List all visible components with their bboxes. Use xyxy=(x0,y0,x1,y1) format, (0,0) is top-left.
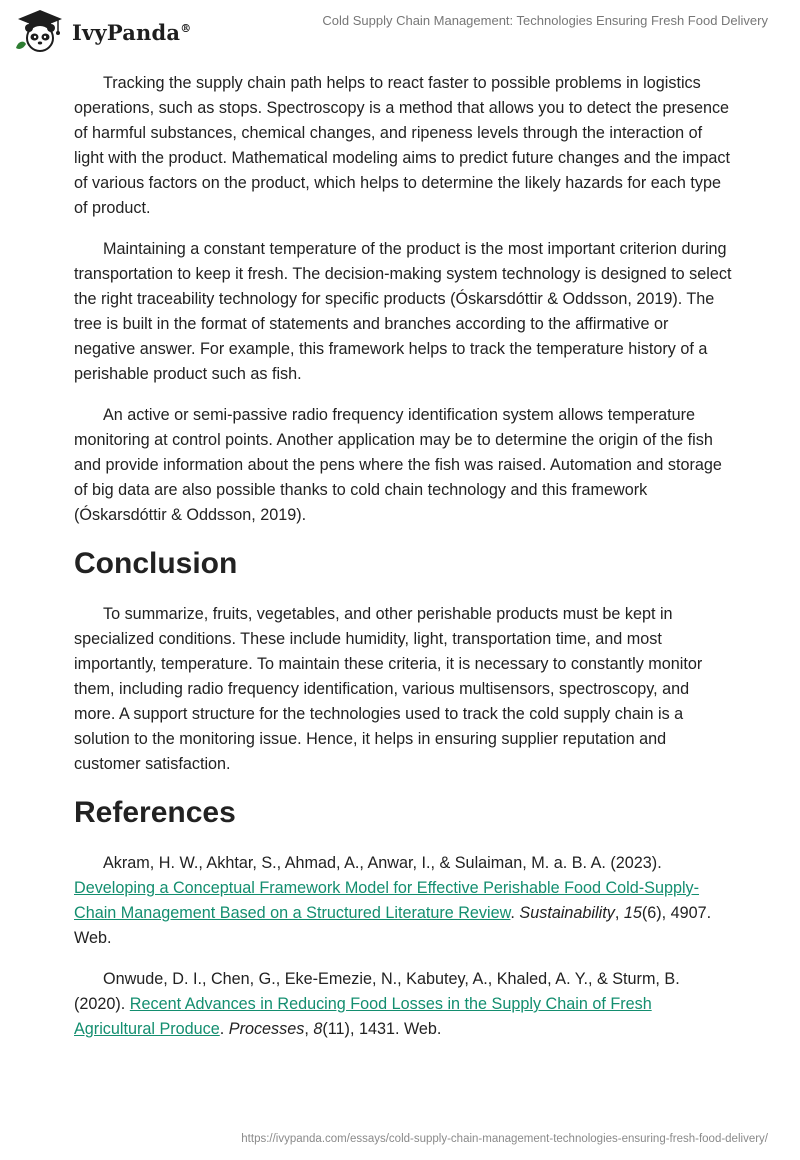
reference-separator: , xyxy=(304,1020,314,1038)
reference-details: (6), 4907. Web. xyxy=(74,904,712,947)
reference-entry xyxy=(74,851,734,951)
reference-volume: 15 xyxy=(623,904,642,922)
reference-journal: Processes xyxy=(228,1020,305,1038)
reference-separator: , xyxy=(614,904,624,922)
footer-url[interactable]: https://ivypanda.com/essays/cold-supply-chain-management-technologies-ensuring-fresh-food-delivery/ xyxy=(241,1133,768,1145)
reference-title-link[interactable]: Recent Advances in Reducing Food Losses in the Supply Chain of Fresh Agricultural Produce xyxy=(74,995,652,1038)
reference-separator: . xyxy=(510,904,520,922)
reference-authors: Akram, H. W., Akhtar, S., Ahmad, A., Anwar, I., & Sulaiman, M. a. B. A. (2023). xyxy=(103,854,662,872)
reference-title-link[interactable]: Developing a Conceptual Framework Model for Effective Perishable Food Cold-Supply-Chain Management Based on a Structured Literature Review xyxy=(74,879,700,922)
reference-authors: Onwude, D. I., Chen, G., Eke-Emezie, N., Kabutey, A., Khaled, A. Y., & Sturm, B. (2020). xyxy=(74,970,680,1013)
body-paragraph: An active or semi-passive radio frequency identification system allows temperature monitoring at control points. Another application may be to determine the origin of the fish and provide information about the pens where the fish was raised. Automation and storage of big data are also possible thanks to cold chain technology and this framework (Óskarsdóttir & Oddsson, 2019). xyxy=(74,406,722,524)
body-paragraph: Tracking the supply chain path helps to react faster to possible problems in logistics operations, such as stops. Spectroscopy is a method that allows you to detect the presence of harmful substances, chemical changes, and ripeness levels through the interaction of light with the product. Mathematical modeling aims to predict future changes and the impact of various factors on the product, which helps to determine the likely hazards for each type of product. xyxy=(74,74,730,217)
panda-graduate-icon xyxy=(14,8,66,54)
ivypanda-logo[interactable] xyxy=(14,8,191,54)
reference-separator: . xyxy=(219,1020,229,1038)
document-title: Cold Supply Chain Management: Technologies Ensuring Fresh Food Delivery xyxy=(322,13,768,28)
reference-volume: 8 xyxy=(313,1020,323,1038)
reference-journal: Sustainability xyxy=(519,904,615,922)
brand-name: IvyPanda® xyxy=(72,19,192,45)
reference-entry xyxy=(74,967,734,1042)
conclusion-heading: Conclusion xyxy=(74,547,238,580)
conclusion-paragraph: To summarize, fruits, vegetables, and other perishable products must be kept in specialized conditions. These include humidity, light, transportation time, and most importantly, temperature. To maintain these criteria, it is necessary to constantly monitor them, including radio frequency identification, various multisensors, spectroscopy, and more. A support structure for the technologies used to track the cold supply chain is a solution to the monitoring issue. Hence, it helps in ensuring supplier reputation and customer satisfaction. xyxy=(74,605,703,773)
essay-body xyxy=(74,71,734,1058)
body-paragraph: Maintaining a constant temperature of the product is the most important criterion during transportation to keep it fresh. The decision-making system technology is designed to select the right traceability technology for specific products (Óskarsdóttir & Oddsson, 2019). The tree is built in the format of statements and branches according to the affirmative or negative answer. For example, this framework helps to track the temperature history of a perishable product such as fish. xyxy=(74,240,732,383)
references-heading: References xyxy=(74,796,236,829)
page-header xyxy=(0,0,800,60)
reference-details: (11), 1431. Web. xyxy=(322,1020,442,1038)
